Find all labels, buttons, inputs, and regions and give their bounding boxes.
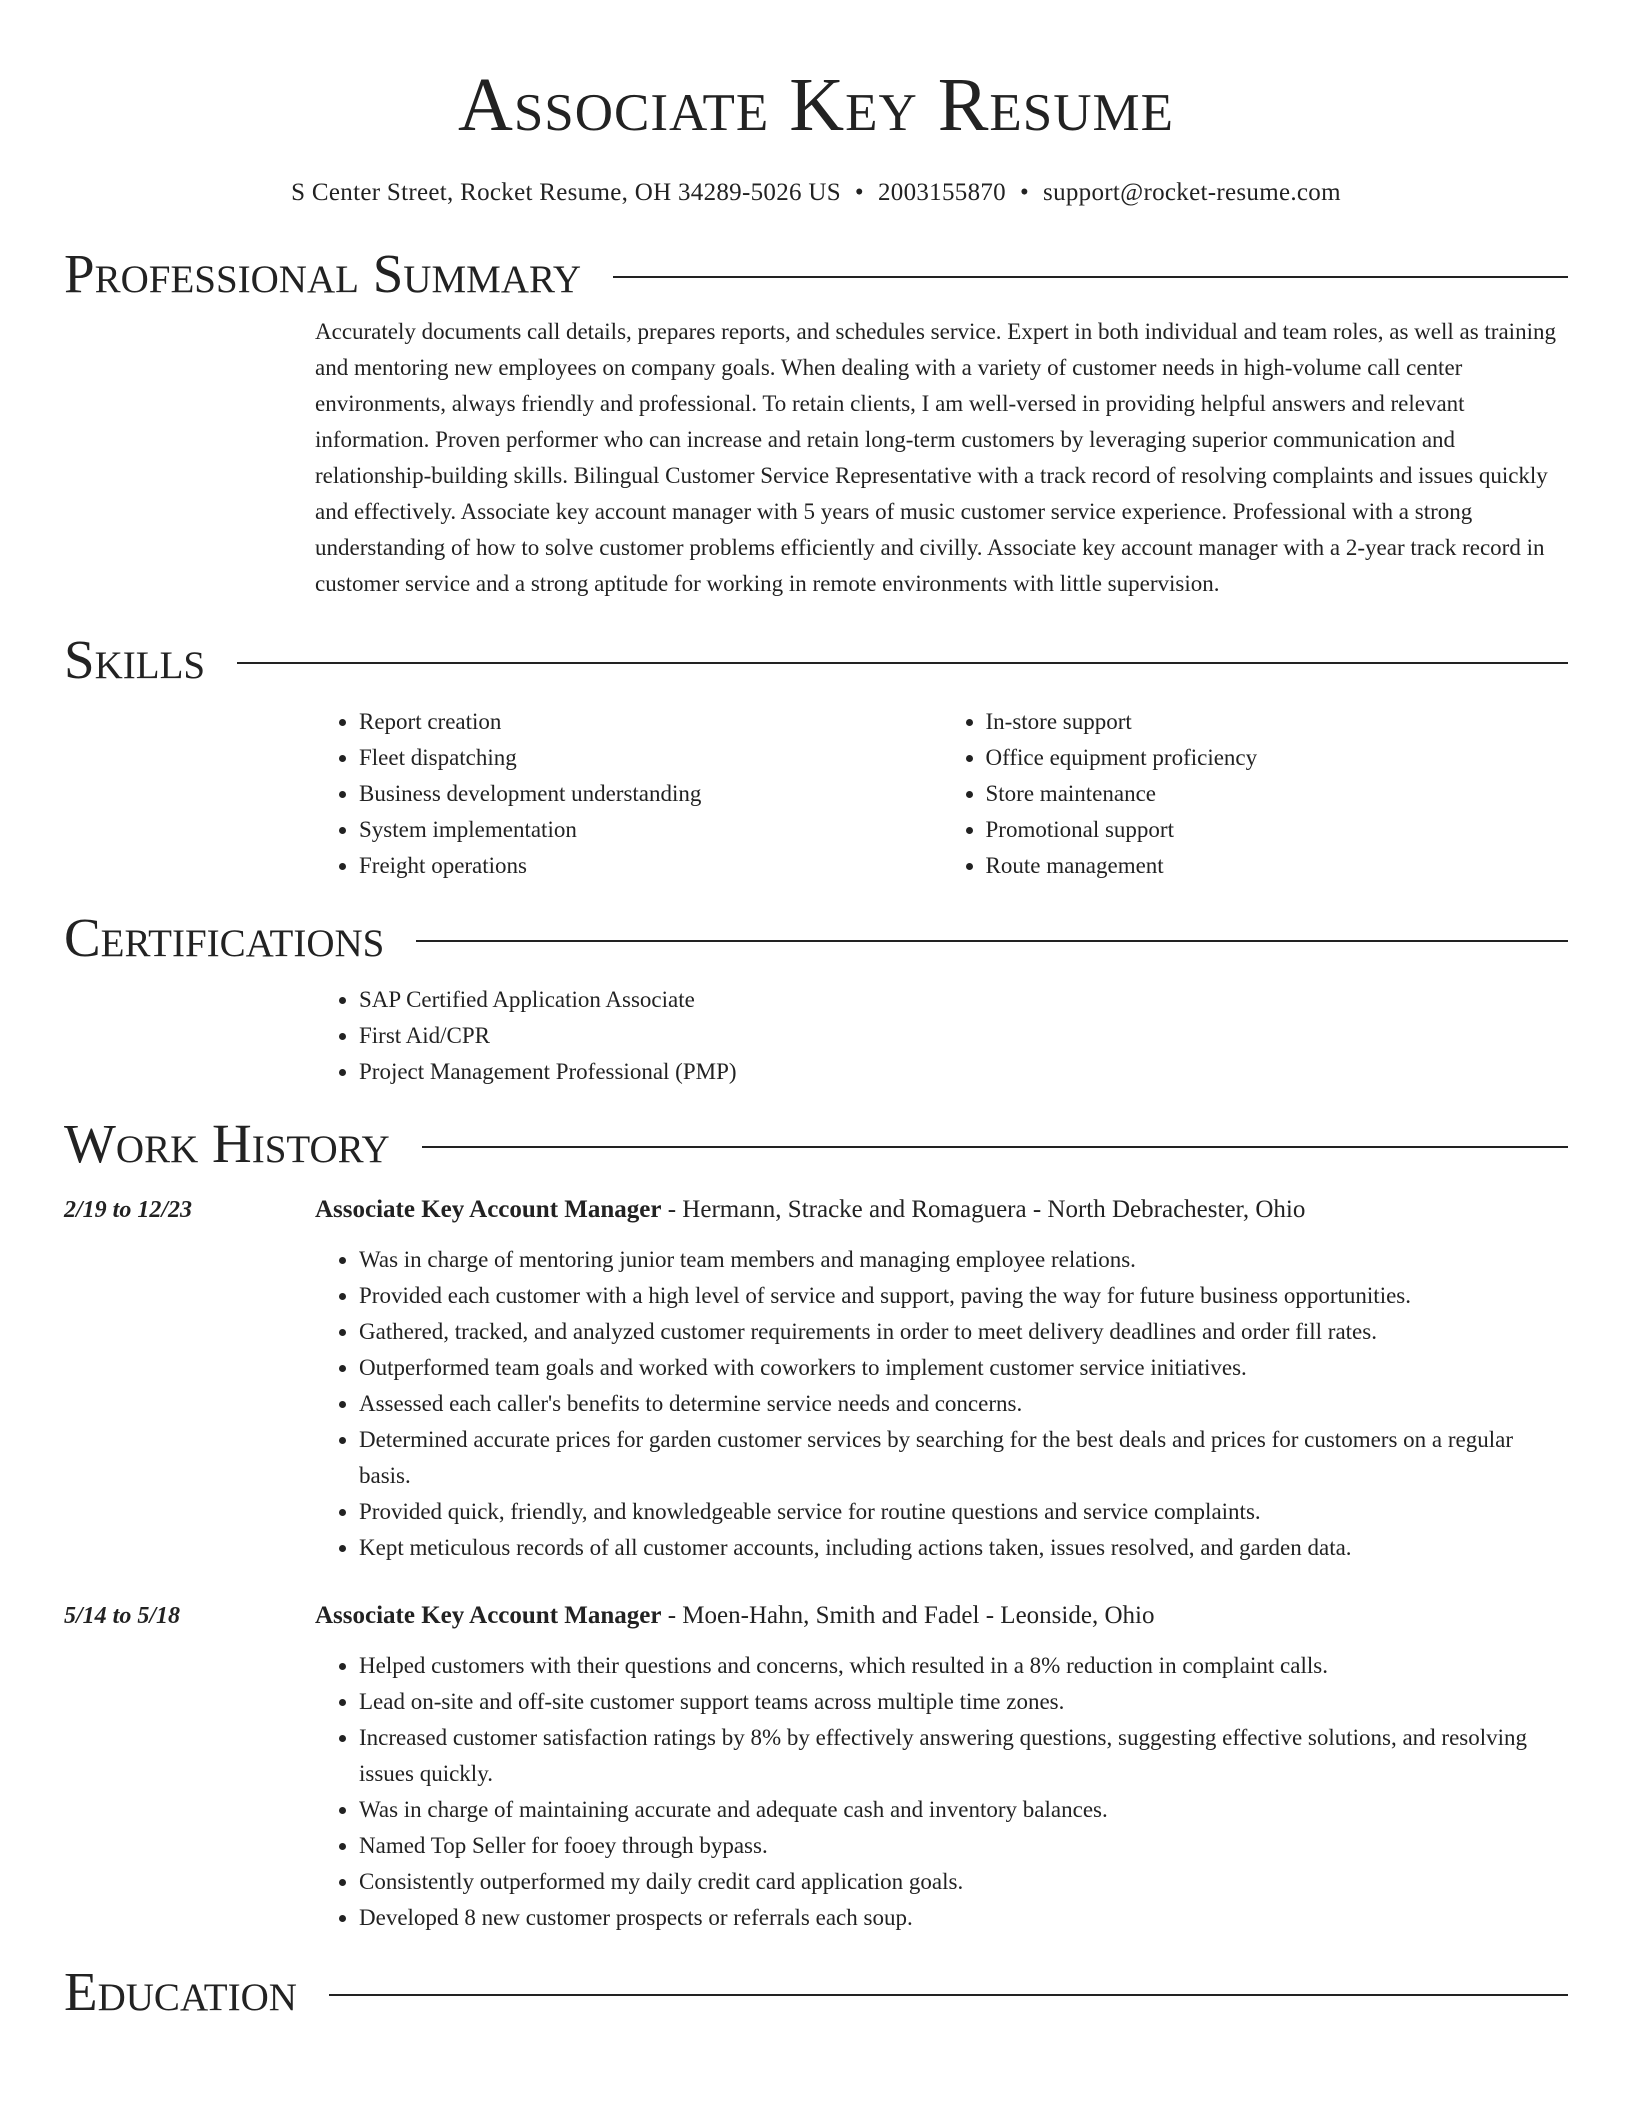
skill-item: • System implementation: [359, 812, 942, 848]
job-bullet: • Determined accurate prices for garden customer services by searching for the best deals and prices for customers on a regular basis.: [359, 1422, 1568, 1494]
skill-item: • Fleet dispatching: [359, 740, 942, 776]
certifications-title: Certifications: [64, 907, 385, 968]
section-divider: [237, 662, 1568, 664]
job-bullet: • Was in charge of maintaining accurate and adequate cash and inventory balances.: [359, 1792, 1568, 1828]
skill-item: • Route management: [986, 848, 1569, 884]
job-bullet: • Gathered, tracked, and analyzed customer requirements in order to meet delivery deadlines and order fill rates.: [359, 1314, 1568, 1350]
contact-line: [64, 176, 1568, 210]
job-title-line: [315, 1598, 1568, 1634]
skill-item: • Freight operations: [359, 848, 942, 884]
skill-item: • In-store support: [986, 704, 1569, 740]
summary-heading: [64, 244, 1568, 304]
skills-heading: [64, 630, 1568, 690]
job-bullet: • Lead on-site and off-site customer support teams across multiple time zones.: [359, 1684, 1568, 1720]
job-bullet: • Assessed each caller's benefits to determine service needs and concerns.: [359, 1386, 1568, 1422]
section-divider: [422, 1146, 1568, 1148]
section-divider: [613, 276, 1568, 278]
summary-section: [315, 314, 1568, 602]
skill-item: • Store maintenance: [986, 776, 1569, 812]
certification-item: • First Aid/CPR: [359, 1018, 1568, 1054]
skill-item: • Promotional support: [986, 812, 1569, 848]
skill-item: • Office equipment proficiency: [986, 740, 1569, 776]
education-heading: [64, 1962, 1568, 2022]
job-bullet: • Outperformed team goals and worked with coworkers to implement customer service initiatives.: [359, 1350, 1568, 1386]
skills-title: Skills: [64, 629, 206, 690]
job-bullet: • Was in charge of mentoring junior team members and managing employee relations.: [359, 1242, 1568, 1278]
certifications-section: [315, 982, 1568, 1090]
job-bullet: • Provided each customer with a high level of service and support, paving the way for future business opportunities.: [359, 1278, 1568, 1314]
job-entry: [64, 1598, 1568, 1936]
job-company: - Moen-Hahn, Smith and Fadel - Leonside, Ohio: [661, 1602, 1155, 1629]
contact-address: S Center Street, Rocket Resume, OH 34289-5026 US: [291, 179, 841, 206]
job-bullets: [315, 1242, 1568, 1566]
contact-separator: •: [1019, 179, 1030, 206]
certifications-heading: [64, 908, 1568, 968]
resume-page: [64, 0, 1568, 2022]
job-content: [315, 1192, 1568, 1566]
skill-item: • Business development understanding: [359, 776, 942, 812]
skills-grid: [315, 704, 1568, 884]
certification-item: • SAP Certified Application Associate: [359, 982, 1568, 1018]
job-title-line: [315, 1192, 1568, 1228]
skills-list-right: [942, 704, 1569, 884]
job-bullet: • Kept meticulous records of all customer accounts, including actions taken, issues resolved, and garden data.: [359, 1530, 1568, 1566]
job-role: Associate Key Account Manager: [315, 1602, 662, 1629]
certification-item: • Project Management Professional (PMP): [359, 1054, 1568, 1090]
job-role: Associate Key Account Manager: [315, 1196, 662, 1223]
section-divider: [416, 940, 1568, 942]
contact-email: support@rocket-resume.com: [1043, 179, 1341, 206]
job-content: [315, 1598, 1568, 1936]
contact-phone: 2003155870: [877, 179, 1006, 206]
job-bullet: • Consistently outperformed my daily credit card application goals.: [359, 1864, 1568, 1900]
skills-section: [315, 704, 1568, 884]
job-bullets: [315, 1648, 1568, 1936]
job-bullet: • Developed 8 new customer prospects or referrals each soup.: [359, 1900, 1568, 1936]
education-title: Education: [64, 1961, 297, 2022]
job-company: - Hermann, Stracke and Romaguera - North Debrachester, Ohio: [661, 1196, 1306, 1223]
section-divider: [329, 1994, 1568, 1996]
job-bullet: • Named Top Seller for fooey through bypass.: [359, 1828, 1568, 1864]
skills-list-left: [315, 704, 942, 884]
certifications-list: [315, 982, 1568, 1090]
job-entry: [64, 1192, 1568, 1566]
job-bullet: • Helped customers with their questions and concerns, which resulted in a 8% reduction in complaint calls.: [359, 1648, 1568, 1684]
job-dates: 2/19 to 12/23: [64, 1197, 193, 1223]
job-bullet: • Provided quick, friendly, and knowledgeable service for routine questions and service complaints.: [359, 1494, 1568, 1530]
summary-text: Accurately documents call details, prepares reports, and schedules service. Expert in both individual and team roles, as well as training and mentoring new employees on company goals. When dealing with a variety of customer needs in high-volume call center environments, always friendly and professional. To retain clients, I am well-versed in providing helpful answers and relevant information. Proven performer who can increase and retain long-term customers by leveraging superior communication and relationship-building skills. Bilingual Customer Service Representative with a track record of resolving complaints and issues quickly and effectively. Associate key account manager with 5 years of music customer service experience. Professional with a strong understanding of how to solve customer problems efficiently and civilly. Associate key account manager with a 2-year track record in customer service and a strong aptitude for working in remote environments with little supervision.: [315, 319, 1556, 596]
work-title: Work History: [64, 1113, 390, 1174]
summary-title: Professional Summary: [64, 243, 582, 304]
contact-separator: •: [854, 179, 864, 206]
work-heading: [64, 1114, 1568, 1174]
skill-item: • Report creation: [359, 704, 942, 740]
resume-name: Associate Key Resume: [457, 63, 1175, 147]
job-bullet: • Increased customer satisfaction ratings by 8% by effectively answering questions, suggesting effective solutions, and resolving issues quickly.: [359, 1720, 1568, 1792]
job-dates: 5/14 to 5/18: [64, 1603, 181, 1629]
